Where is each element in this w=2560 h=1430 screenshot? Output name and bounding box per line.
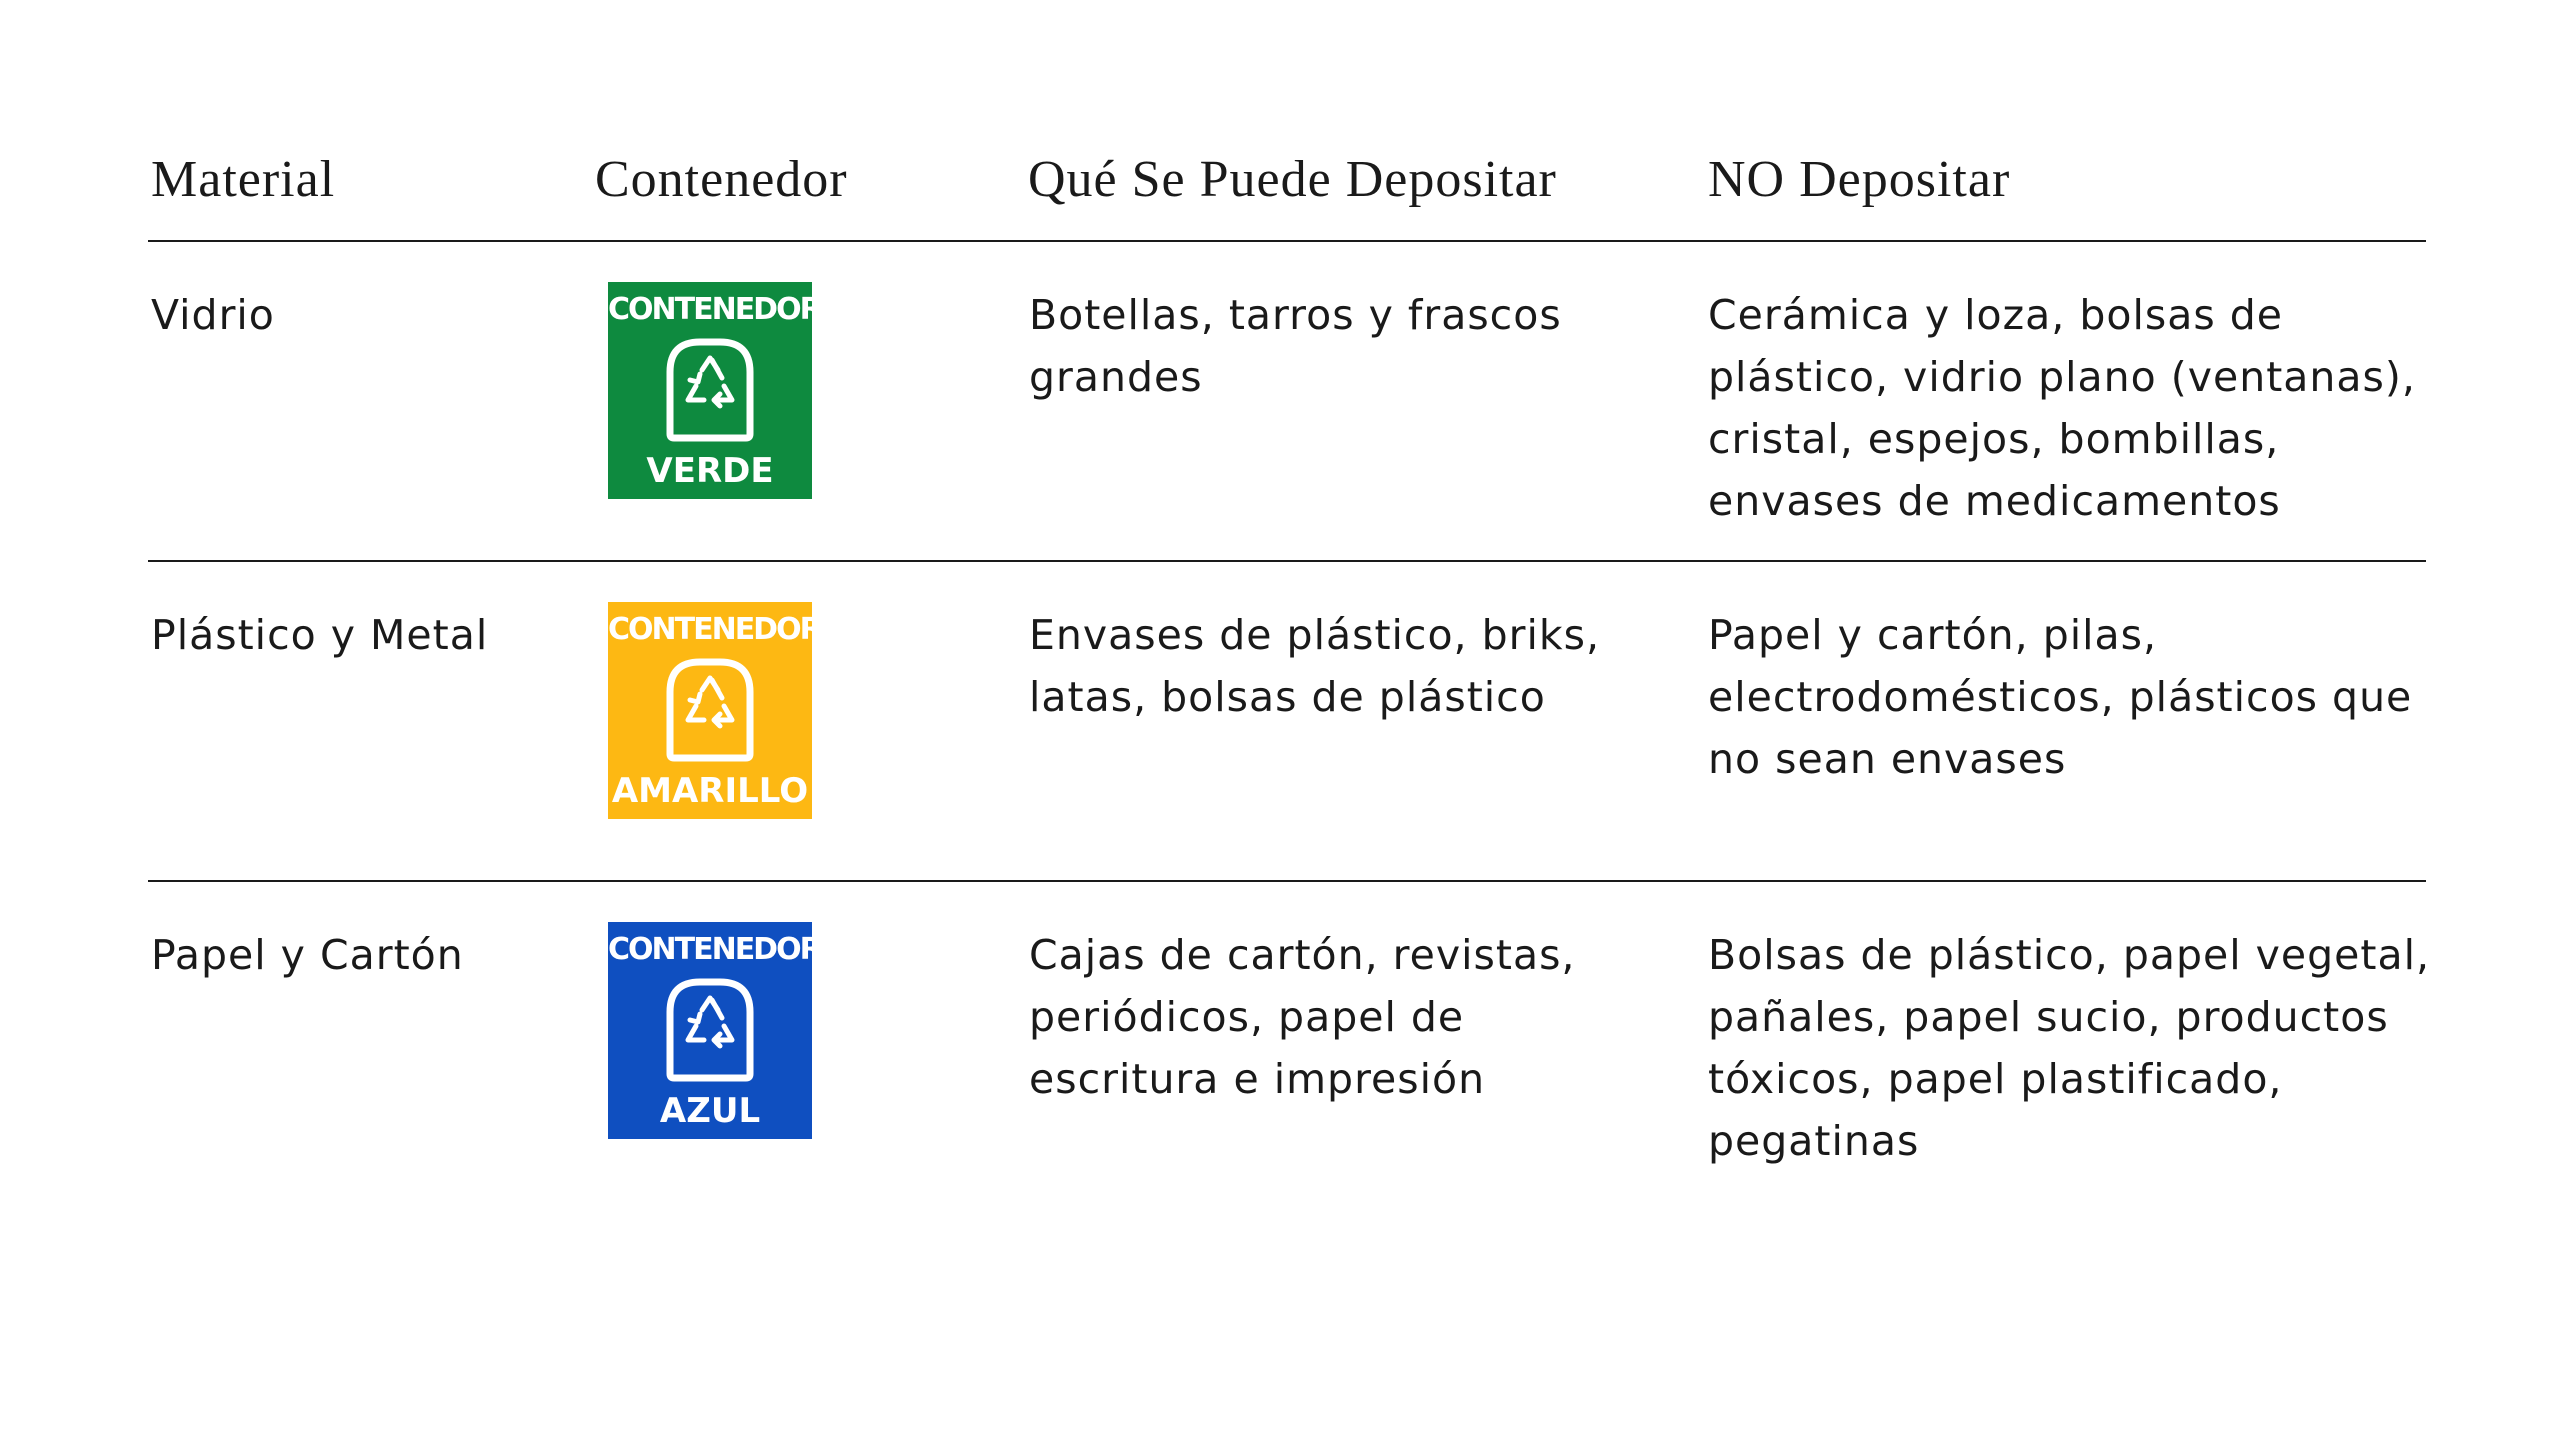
header-container: Contenedor bbox=[595, 151, 848, 208]
container-badge-yellow bbox=[608, 602, 821, 819]
badge-bottom-label: AZUL bbox=[659, 1091, 761, 1131]
table-row bbox=[148, 242, 2426, 562]
not-allowed-cell: Cerámica y loza, bolsas de plástico, vidrio plano (ventanas), cristal, espejos, bombillas, envases de medicamentos bbox=[1708, 291, 2416, 525]
header-allowed: Qué Se Puede Depositar bbox=[1028, 151, 1557, 208]
allowed-cell: Envases de plástico, briks, latas, bolsas de plástico bbox=[1029, 611, 1601, 721]
material-cell: Papel y Cartón bbox=[151, 931, 464, 979]
container-badge-green bbox=[608, 282, 821, 499]
badge-top-label: CONTENEDOR bbox=[608, 612, 821, 647]
material-cell: Plástico y Metal bbox=[151, 611, 489, 659]
table-row bbox=[148, 882, 2431, 1202]
badge-top-label: CONTENEDOR bbox=[608, 932, 821, 967]
container-badge-blue bbox=[608, 922, 821, 1139]
recycle-icon bbox=[658, 974, 762, 1084]
recycle-icon bbox=[658, 334, 762, 444]
table-header bbox=[148, 140, 2426, 242]
badge-bottom-label: AMARILLO bbox=[611, 771, 809, 811]
allowed-cell: Cajas de cartón, revistas, periódicos, papel de escritura e impresión bbox=[1029, 931, 1576, 1103]
not-allowed-cell: Papel y cartón, pilas, electrodomésticos, plásticos que no sean envases bbox=[1708, 611, 2413, 783]
material-cell: Vidrio bbox=[151, 291, 275, 339]
header-material: Material bbox=[151, 151, 336, 208]
not-allowed-cell: Bolsas de plástico, papel vegetal, pañales, papel sucio, productos tóxicos, papel plastificado, pegatinas bbox=[1708, 931, 2431, 1165]
badge-top-label: CONTENEDOR bbox=[608, 292, 821, 327]
recycle-icon bbox=[658, 654, 762, 764]
badge-bottom-label: VERDE bbox=[646, 451, 774, 491]
allowed-cell: Botellas, tarros y frascos grandes bbox=[1029, 291, 1562, 401]
header-not-allowed: NO Depositar bbox=[1708, 151, 2011, 208]
table-row bbox=[148, 562, 2426, 882]
